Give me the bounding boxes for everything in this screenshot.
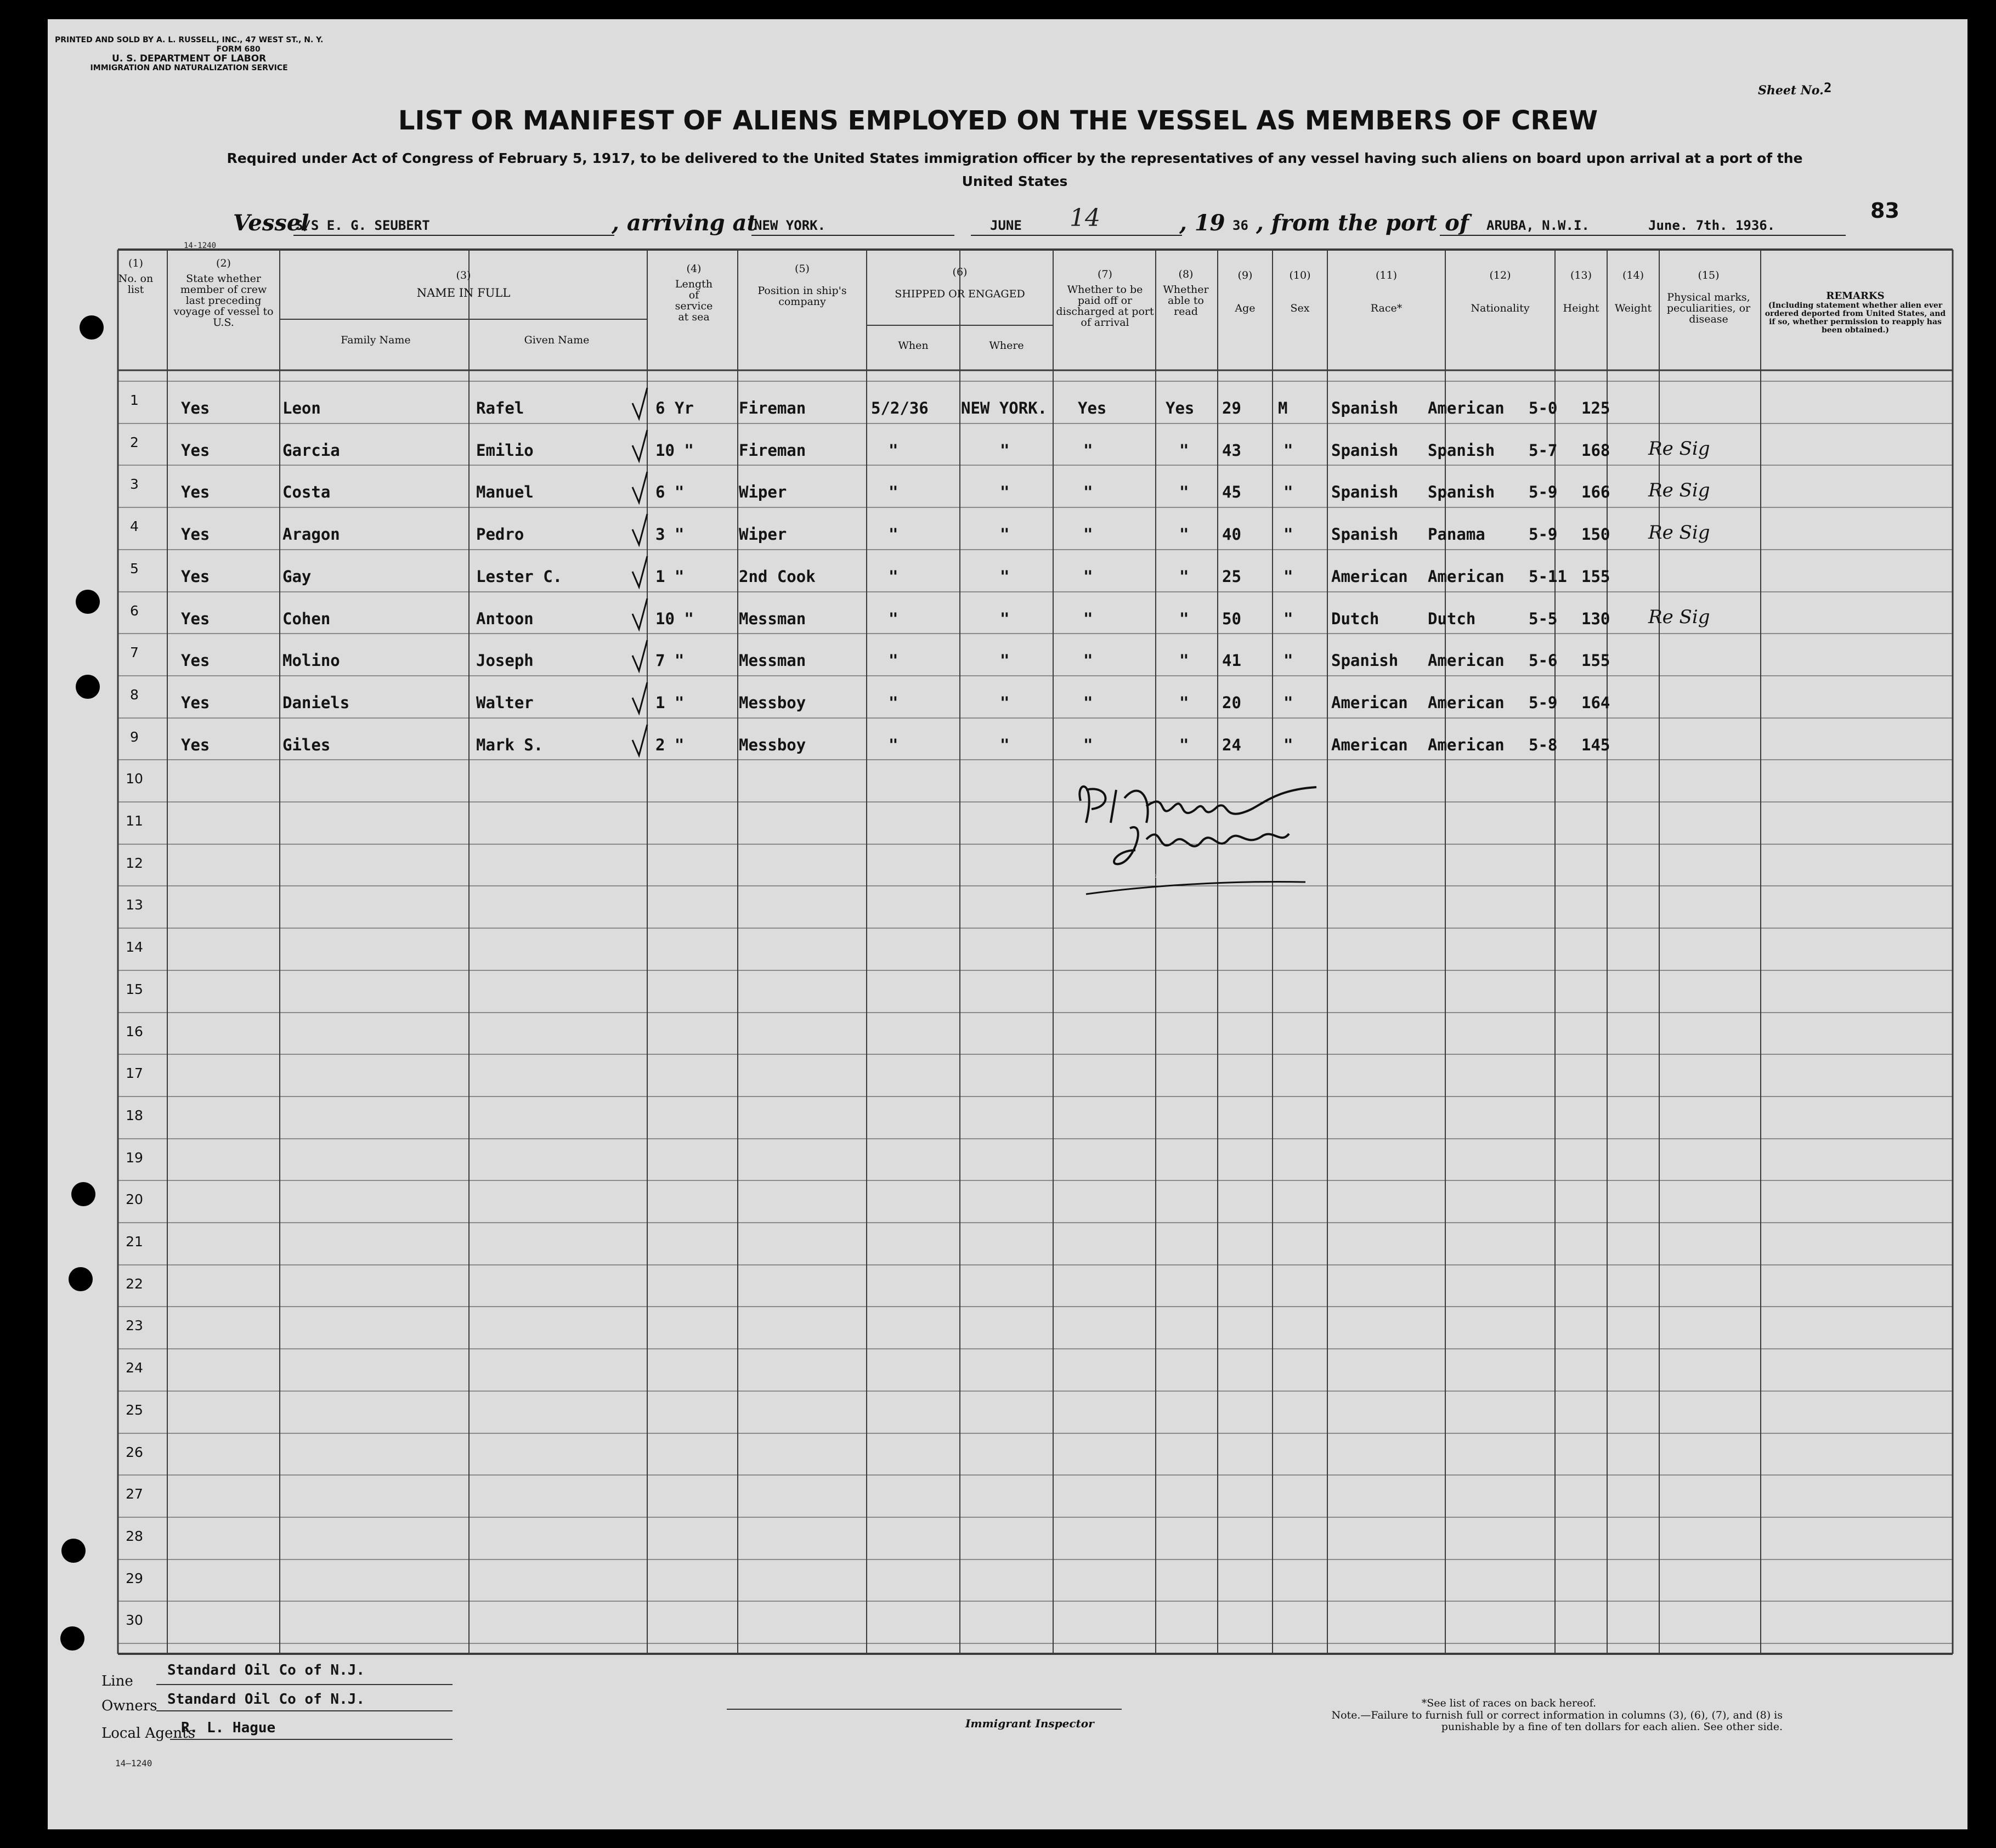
family-name: Molino	[282, 651, 340, 670]
vessel-label: Vessel	[233, 210, 309, 236]
printer-line: FORM 680	[216, 45, 261, 54]
prev-voyage: Yes	[181, 441, 210, 460]
sex: "	[1283, 609, 1293, 628]
height: 5-9	[1529, 693, 1558, 712]
paid-off: "	[1083, 609, 1093, 628]
position: Fireman	[739, 399, 806, 417]
physical-remark: Re Sig	[1648, 479, 1710, 501]
col-12-header: (12) Nationality	[1471, 269, 1530, 314]
page-subtitle: Required under Act of Congress of February 5, 1917, to be delivered to the United States immigration officer by the representatives of any vessel having such aliens on board upon arrival at a port of the United States	[227, 150, 1803, 189]
position: 2nd Cook	[739, 567, 816, 586]
given-name: Pedro	[476, 525, 524, 544]
nationality: American	[1428, 736, 1505, 754]
nationality: Spanish	[1428, 483, 1495, 501]
able-to-read: "	[1179, 693, 1189, 712]
row-number: 27	[126, 1486, 143, 1502]
prev-voyage: Yes	[181, 609, 210, 628]
row-number: 29	[126, 1570, 143, 1586]
prev-voyage: Yes	[181, 399, 210, 417]
able-to-read: "	[1179, 441, 1189, 460]
height: 5-11	[1529, 567, 1567, 586]
nationality: Spanish	[1428, 441, 1495, 460]
row-number: 28	[126, 1528, 143, 1544]
nationality: American	[1428, 399, 1505, 417]
col-13-header: (13) Height	[1563, 269, 1599, 314]
row-number: 22	[126, 1276, 143, 1292]
signature-text-2: J. W. Shedor	[1130, 873, 1163, 879]
col-4-header: (4) Length of service at sea	[675, 263, 713, 323]
col-2-header: (2) State whether member of crew last preceding voyage of vessel to U.S.	[173, 257, 274, 329]
able-to-read: "	[1179, 567, 1189, 586]
col-1-header: (1) No. on list	[118, 257, 154, 296]
row-number: 10	[126, 771, 143, 787]
race: Spanish	[1331, 651, 1399, 670]
printer-line: U. S. DEPARTMENT OF LABOR	[112, 53, 267, 64]
sex: "	[1283, 441, 1293, 460]
height: 5-8	[1529, 736, 1558, 754]
sex: "	[1283, 651, 1293, 670]
height: 5-5	[1529, 609, 1558, 628]
given-name: Manuel	[476, 483, 534, 501]
position: Messboy	[739, 736, 806, 754]
age: 45	[1222, 483, 1241, 501]
sex: "	[1283, 567, 1293, 586]
position: Wiper	[739, 525, 787, 544]
shipped-where: "	[1000, 736, 1010, 754]
length-of-service: 10 "	[655, 609, 694, 628]
row-number: 16	[126, 1024, 143, 1039]
nationality: Panama	[1428, 525, 1485, 544]
col-7-header: (7) Whether to be paid off or discharged at port of arrival	[1056, 268, 1154, 329]
able-to-read: "	[1179, 525, 1189, 544]
nationality: American	[1428, 651, 1505, 670]
family-name: Leon	[282, 399, 321, 417]
row-number: 13	[126, 897, 143, 913]
nationality: Dutch	[1428, 609, 1476, 628]
arrival-year: 36	[1232, 218, 1248, 233]
able-to-read: "	[1179, 651, 1189, 670]
line-underline	[156, 1684, 453, 1685]
row-number: 15	[126, 981, 143, 997]
from-port-label: , from the port of	[1256, 210, 1469, 236]
family-name: Garcia	[282, 441, 340, 460]
shipped-where: "	[1000, 483, 1010, 501]
row-number: 24	[126, 1360, 143, 1376]
shipped-when: "	[889, 651, 898, 670]
weight: 166	[1581, 483, 1610, 501]
col-9-header: (9) Age	[1235, 269, 1256, 314]
length-of-service: 10 "	[655, 441, 694, 460]
given-name: Emilio	[476, 441, 534, 460]
position: Messman	[739, 651, 806, 670]
weight: 145	[1581, 736, 1610, 754]
remarks-header: REMARKS (Including statement whether alien ever ordered deported from United States, and if so, whether permission to reapply has been obtained.)	[1765, 290, 1946, 335]
prev-voyage: Yes	[181, 483, 210, 501]
given-name: Joseph	[476, 651, 534, 670]
line-label: Line	[101, 1673, 133, 1689]
position: Messman	[739, 609, 806, 628]
sex: "	[1283, 525, 1293, 544]
row-number: 25	[126, 1402, 143, 1418]
age: 20	[1222, 693, 1241, 712]
given-name: Walter	[476, 693, 534, 712]
shipped-when: "	[889, 736, 898, 754]
shipped-where: "	[1000, 693, 1010, 712]
row-number: 20	[126, 1191, 143, 1207]
race: Spanish	[1331, 441, 1399, 460]
when-header: When	[898, 340, 929, 352]
col-14-header: (14) Weight	[1614, 269, 1652, 314]
family-name-header: Family Name	[341, 334, 411, 346]
row-number: 3	[130, 476, 139, 492]
row-number: 26	[126, 1444, 143, 1460]
year-label: , 19	[1179, 210, 1225, 236]
owners-underline	[156, 1710, 453, 1711]
paid-off: Yes	[1078, 399, 1107, 417]
length-of-service: 6 Yr	[655, 399, 694, 417]
prev-voyage: Yes	[181, 693, 210, 712]
paid-off: "	[1083, 567, 1093, 586]
physical-remark: Re Sig	[1648, 606, 1710, 628]
position: Messboy	[739, 693, 806, 712]
col-5-header: (5) Position in ship's company	[757, 263, 847, 308]
form-code-footer: 14—1240	[115, 1758, 152, 1768]
length-of-service: 7 "	[655, 651, 685, 670]
position: Wiper	[739, 483, 787, 501]
agents-underline	[170, 1739, 453, 1740]
race: Spanish	[1331, 483, 1399, 501]
form-code-top: 14-1240	[184, 241, 217, 250]
weight: 150	[1581, 525, 1610, 544]
line-value: Standard Oil Co of N.J.	[167, 1662, 365, 1679]
paid-off: "	[1083, 693, 1093, 712]
row-number: 9	[130, 729, 139, 745]
row-number: 4	[130, 518, 139, 534]
sheet-label: Sheet No.	[1758, 83, 1824, 98]
signature-text-1: P. J. Flanagan	[1070, 780, 1107, 786]
row-number: 11	[126, 813, 143, 829]
shipped-when: 5/2/36	[871, 399, 929, 417]
shipped-where: "	[1000, 651, 1010, 670]
penalty-note: Note.—Failure to furnish full or correct information in columns (3), (6), (7), and (8) is punishable by a fine of ten dollars for each alien. See other side.	[1331, 1709, 1783, 1733]
inspector-line	[727, 1709, 1122, 1710]
race: American	[1331, 736, 1408, 754]
row-number: 30	[126, 1612, 143, 1628]
length-of-service: 1 "	[655, 567, 685, 586]
row-number: 23	[126, 1318, 143, 1333]
sheet-number: 2	[1824, 80, 1832, 95]
shipped-where: "	[1000, 609, 1010, 628]
col-11-header: (11) Race*	[1370, 269, 1403, 314]
nationality: American	[1428, 567, 1505, 586]
owners-value: Standard Oil Co of N.J.	[167, 1691, 365, 1708]
page-number: 83	[1870, 199, 1899, 223]
row-number: 1	[130, 392, 139, 408]
given-name-header: Given Name	[524, 334, 590, 346]
shipped-where: "	[1000, 567, 1010, 586]
prev-voyage: Yes	[181, 525, 210, 544]
height: 5-9	[1529, 525, 1558, 544]
able-to-read: Yes	[1166, 399, 1195, 417]
weight: 125	[1581, 399, 1610, 417]
races-note: *See list of races on back hereof.	[1421, 1697, 1596, 1709]
row-number: 8	[130, 687, 139, 703]
shipped-where: "	[1000, 441, 1010, 460]
weight: 155	[1581, 651, 1610, 670]
given-name: Antoon	[476, 609, 534, 628]
arrival-day: 14	[1070, 204, 1100, 232]
position: Fireman	[739, 441, 806, 460]
sex: "	[1283, 483, 1293, 501]
age: 40	[1222, 525, 1241, 544]
shipped-when: "	[889, 609, 898, 628]
row-number: 21	[126, 1234, 143, 1250]
able-to-read: "	[1179, 736, 1189, 754]
family-name: Daniels	[282, 693, 350, 712]
sex: M	[1278, 399, 1288, 417]
race: American	[1331, 567, 1408, 586]
row-number: 5	[130, 561, 139, 577]
race: Dutch	[1331, 609, 1379, 628]
family-name: Aragon	[282, 525, 340, 544]
vessel-name: S/S E. G. SEUBERT	[295, 218, 430, 233]
family-name: Costa	[282, 483, 331, 501]
shipped-where: NEW YORK.	[961, 399, 1048, 417]
able-to-read: "	[1179, 609, 1189, 628]
shipped-when: "	[889, 567, 898, 586]
age: 50	[1222, 609, 1241, 628]
given-name: Mark S.	[476, 736, 544, 754]
weight: 168	[1581, 441, 1610, 460]
able-to-read: "	[1179, 483, 1189, 501]
arriving-label: , arriving at	[612, 210, 757, 236]
col-10-header: (10) Sex	[1289, 269, 1311, 314]
departure-date: June. 7th. 1936.	[1648, 218, 1776, 233]
length-of-service: 6 "	[655, 483, 685, 501]
physical-remark: Re Sig	[1648, 438, 1710, 460]
age: 29	[1222, 399, 1241, 417]
col-8-header: (8) Whether able to read	[1163, 268, 1209, 318]
shipped-when: "	[889, 441, 898, 460]
length-of-service: 1 "	[655, 693, 685, 712]
sex: "	[1283, 693, 1293, 712]
col-15-header: (15) Physical marks, peculiarities, or disease	[1666, 269, 1751, 325]
row-number: 18	[126, 1107, 143, 1123]
height: 5-0	[1529, 399, 1558, 417]
race: American	[1331, 693, 1408, 712]
family-name: Cohen	[282, 609, 331, 628]
prev-voyage: Yes	[181, 567, 210, 586]
inspector-signatures	[1064, 768, 1338, 911]
prev-voyage: Yes	[181, 651, 210, 670]
printer-line: IMMIGRATION AND NATURALIZATION SERVICE	[90, 64, 288, 72]
row-number: 2	[130, 434, 139, 450]
paid-off: "	[1083, 651, 1093, 670]
col-6-header: (6) SHIPPED OR ENGAGED	[895, 266, 1025, 300]
printer-line: PRINTED AND SOLD BY A. L. RUSSELL, INC., 47 WEST ST., N. Y.	[55, 36, 324, 44]
shipped-when: "	[889, 693, 898, 712]
physical-remark: Re Sig	[1648, 522, 1710, 544]
row-number: 14	[126, 939, 143, 955]
inspector-label: Immigrant Inspector	[965, 1717, 1094, 1730]
weight: 130	[1581, 609, 1610, 628]
length-of-service: 2 "	[655, 736, 685, 754]
paid-off: "	[1083, 441, 1093, 460]
paid-off: "	[1083, 525, 1093, 544]
length-of-service: 3 "	[655, 525, 685, 544]
from-port: ARUBA, N.W.I.	[1486, 218, 1590, 233]
shipped-when: "	[889, 525, 898, 544]
age: 24	[1222, 736, 1241, 754]
shipped-when: "	[889, 483, 898, 501]
row-number: 12	[126, 855, 143, 871]
shipped-where: "	[1000, 525, 1010, 544]
row-number: 19	[126, 1150, 143, 1166]
owners-label: Owners	[101, 1698, 157, 1714]
agents-value: R. L. Hague	[181, 1720, 276, 1736]
sex: "	[1283, 736, 1293, 754]
height: 5-6	[1529, 651, 1558, 670]
arrival-port: NEW YORK.	[754, 218, 826, 233]
row-number: 6	[130, 603, 139, 619]
age: 43	[1222, 441, 1241, 460]
agents-label: Local Agents	[101, 1725, 195, 1742]
height: 5-7	[1529, 441, 1558, 460]
row-number: 17	[126, 1065, 143, 1081]
weight: 155	[1581, 567, 1610, 586]
paid-off: "	[1083, 483, 1093, 501]
col-3-header: (3) NAME IN FULL	[416, 269, 511, 299]
given-name: Lester C.	[476, 567, 563, 586]
arrival-month: JUNE	[990, 218, 1022, 233]
family-name: Giles	[282, 736, 331, 754]
paid-off: "	[1083, 736, 1093, 754]
race: Spanish	[1331, 525, 1399, 544]
where-header: Where	[989, 340, 1024, 352]
race: Spanish	[1331, 399, 1399, 417]
given-name: Rafel	[476, 399, 524, 417]
height: 5-9	[1529, 483, 1558, 501]
page-title: LIST OR MANIFEST OF ALIENS EMPLOYED ON THE VESSEL AS MEMBERS OF CREW	[398, 105, 1598, 136]
age: 25	[1222, 567, 1241, 586]
row-number: 7	[130, 645, 139, 660]
weight: 164	[1581, 693, 1610, 712]
family-name: Gay	[282, 567, 312, 586]
age: 41	[1222, 651, 1241, 670]
nationality: American	[1428, 693, 1505, 712]
prev-voyage: Yes	[181, 736, 210, 754]
